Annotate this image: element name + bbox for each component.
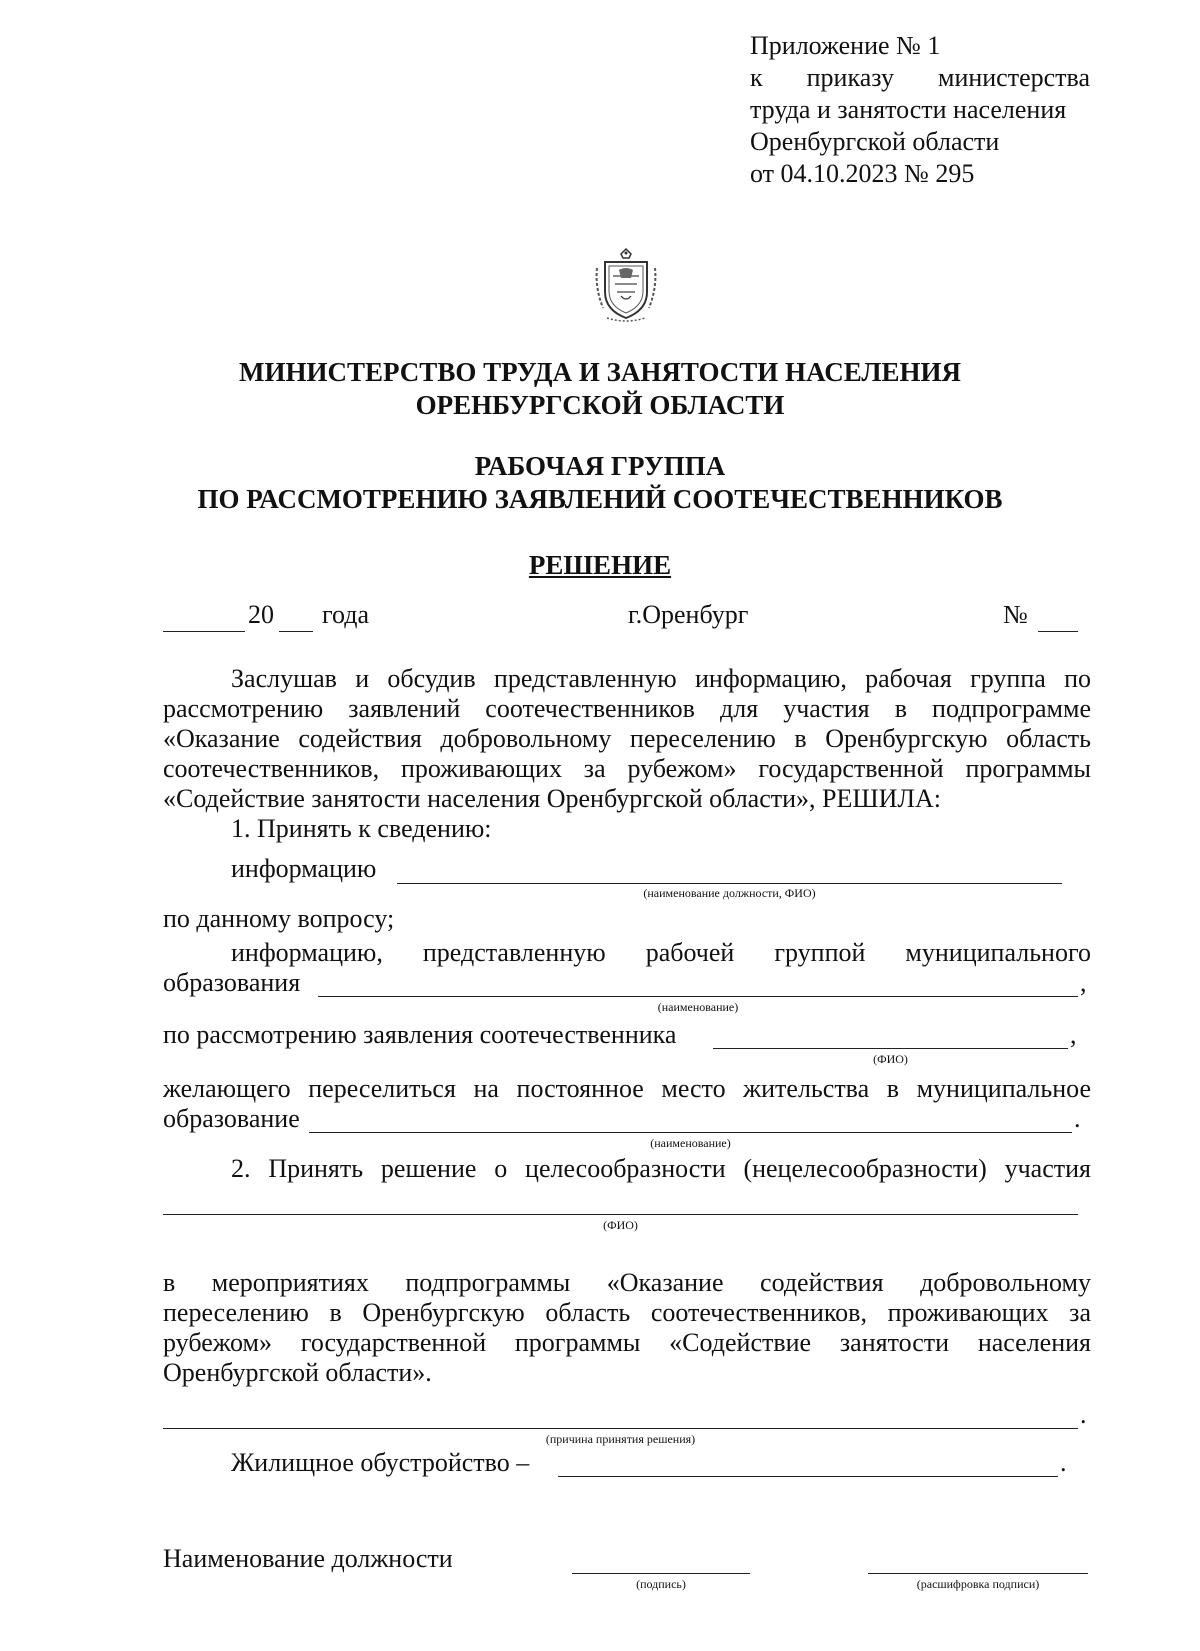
reason-fill-line <box>163 1428 1078 1429</box>
appendix-word-order: приказу <box>806 63 894 92</box>
caption-decipher: (расшифровка подписи) <box>916 1577 1040 1591</box>
info2-line-1: информацию, представленную рабочей группой муниципального <box>231 938 1091 967</box>
appendix-title: Приложение № 1 <box>750 31 941 60</box>
year-blank <box>279 631 313 632</box>
item-1: 1. Принять к сведению: <box>231 814 492 843</box>
appendix-block <box>750 30 1090 190</box>
year-prefix: 20 <box>248 600 274 629</box>
events-line-2: переселению в Оренбургскую область соотечественников, проживающих за <box>163 1298 1091 1327</box>
housing-fill-line <box>558 1476 1058 1477</box>
appendix-word-k: к <box>750 63 763 92</box>
working-group-heading <box>0 450 1200 516</box>
caption-signature: (подпись) <box>636 1577 686 1591</box>
info-label: информацию <box>231 854 377 883</box>
signature-position: Наименование должности <box>163 1544 453 1573</box>
events-line-3: рубежом» государственной программы «Содействие занятости населения <box>163 1328 1091 1357</box>
compatriot-fill-line <box>713 1048 1068 1049</box>
working-group-line-2: ПО РАССМОТРЕНИЮ ЗАЯВЛЕНИЙ СООТЕЧЕСТВЕННИКОВ <box>197 484 1003 514</box>
appendix-line-2 <box>750 62 1090 94</box>
municipality-fill-line <box>318 996 1078 997</box>
participant-fill-line <box>163 1214 1078 1215</box>
wish-line-2: образование <box>163 1104 300 1133</box>
caption-position-fio: (наименование должности, ФИО) <box>643 886 816 900</box>
caption-fio-2: (ФИО) <box>603 1218 638 1232</box>
decipher-line <box>868 1573 1088 1574</box>
para1-line-4: соотечественников, проживающих за рубежом» государственной программы <box>163 754 1091 783</box>
dot-1: . <box>1074 1104 1081 1133</box>
year-suffix: года <box>322 600 370 629</box>
number-blank <box>1038 631 1078 632</box>
appendix-word-ministry: министерства <box>937 63 1090 92</box>
item-2: 2. Принять решение о целесообразности (нецелесообразности) участия <box>231 1154 1091 1183</box>
on-question-text: по данному вопросу; <box>163 904 395 933</box>
para1-line-5: «Содействие занятости населения Оренбургской области», РЕШИЛА: <box>163 784 942 813</box>
day-month-blank <box>163 631 245 632</box>
ministry-heading-line-2: ОРЕНБУРГСКОЙ ОБЛАСТИ <box>415 390 785 420</box>
coat-of-arms-emblem <box>593 248 659 324</box>
decision-title <box>0 550 1200 581</box>
number-sign: № <box>1003 600 1028 629</box>
info2-line-2: образования <box>163 968 301 997</box>
caption-reason: (причина принятия решения) <box>545 1432 696 1446</box>
events-line-4: Оренбургской области». <box>163 1358 432 1387</box>
events-line-1: в мероприятиях подпрограммы «Оказание содействия добровольному <box>163 1268 1091 1297</box>
housing-label: Жилищное обустройство – <box>231 1448 530 1477</box>
para1-line-3: «Оказание содействия добровольному переселению в Оренбургскую область <box>163 724 1091 753</box>
caption-fio-1: (ФИО) <box>873 1052 908 1066</box>
signature-line <box>572 1573 750 1574</box>
wish-line-1: желающего переселиться на постоянное место жительства в муниципальное <box>163 1074 1091 1103</box>
ministry-heading-line-1: МИНИСТЕРСТВО ТРУДА И ЗАНЯТОСТИ НАСЕЛЕНИЯ <box>238 357 961 387</box>
appendix-line-4: Оренбургской области <box>750 127 1000 156</box>
city-name: г.Оренбург <box>628 600 749 629</box>
info-fill-line <box>397 883 1062 884</box>
ministry-heading <box>0 356 1200 422</box>
working-group-line-1: РАБОЧАЯ ГРУППА <box>474 451 726 481</box>
dot-2: . <box>1080 1400 1087 1429</box>
consider-text: по рассмотрению заявления соотечественника <box>163 1020 677 1049</box>
decision-title-text: РЕШЕНИЕ <box>528 550 672 580</box>
appendix-line-5: от 04.10.2023 № 295 <box>750 159 975 188</box>
comma-1: , <box>1080 968 1087 997</box>
appendix-line-3: труда и занятости населения <box>750 95 1067 124</box>
para1-line-1: Заслушав и обсудив представленную информацию, рабочая группа по <box>231 664 1091 693</box>
municipality2-fill-line <box>309 1132 1072 1133</box>
comma-2: , <box>1070 1020 1077 1049</box>
dot-3: . <box>1060 1448 1067 1477</box>
caption-name-1: (наименование) <box>657 1000 739 1014</box>
caption-name-2: (наименование) <box>650 1136 731 1150</box>
para1-line-2: рассмотрению заявлений соотечественников для участия в подпрограмме <box>163 694 1091 723</box>
